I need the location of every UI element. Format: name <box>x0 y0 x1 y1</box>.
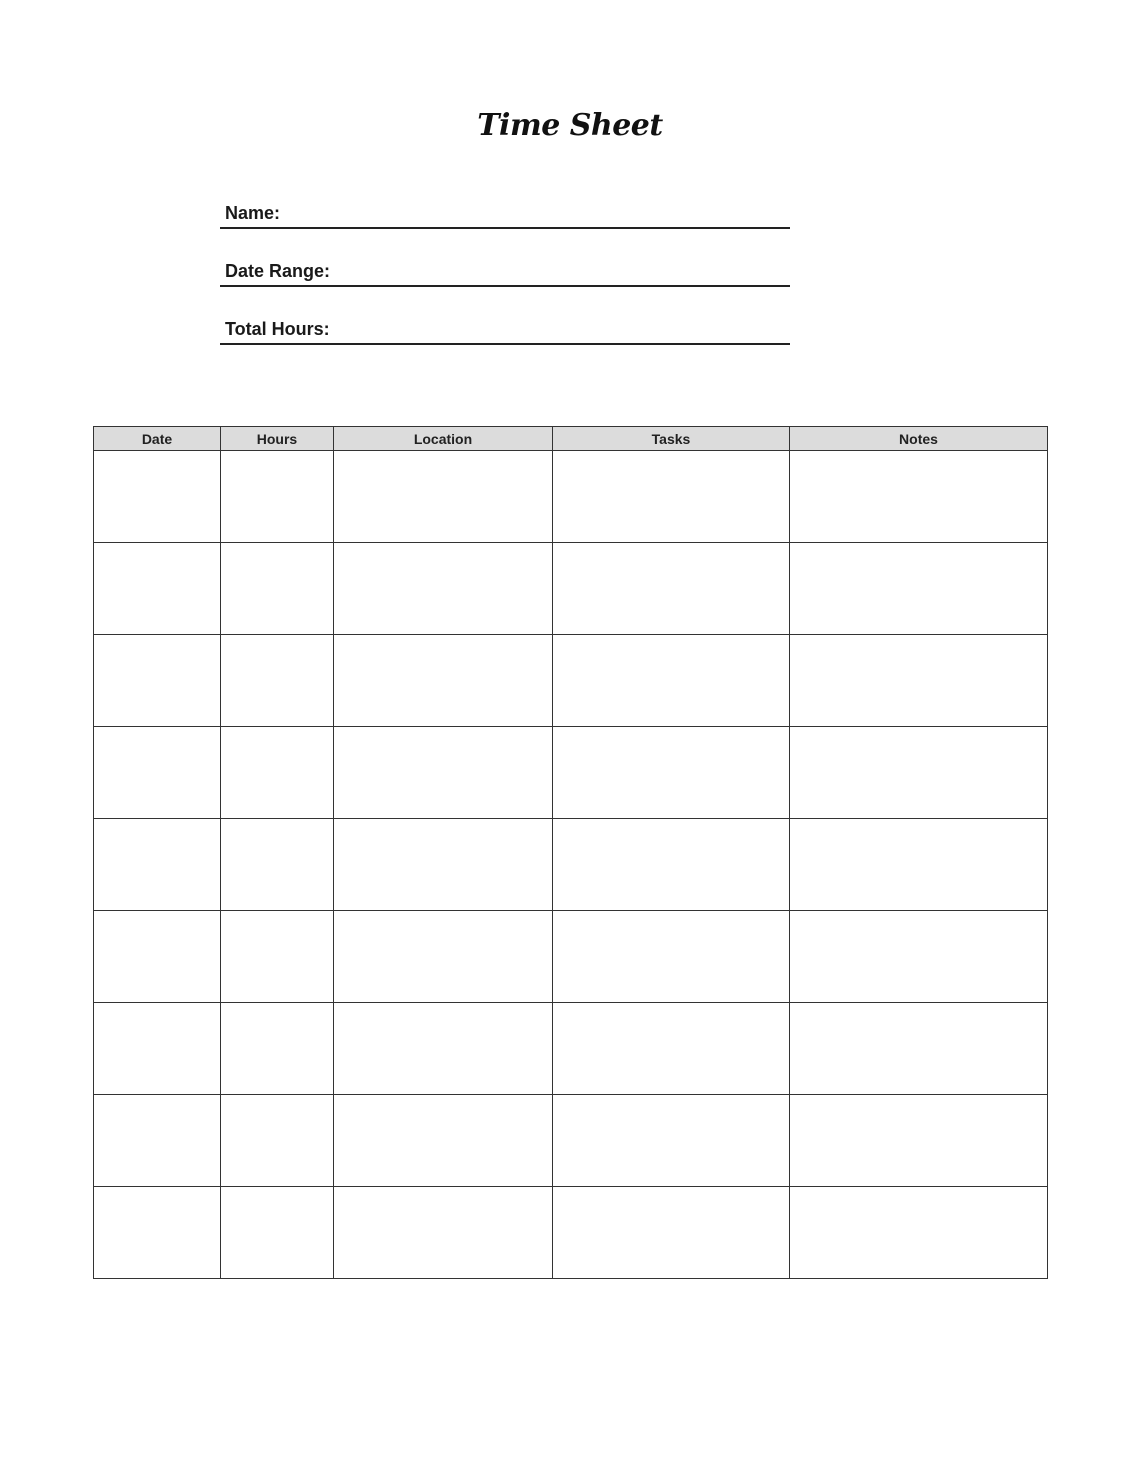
cell-tasks[interactable] <box>553 727 790 819</box>
date-range-input[interactable] <box>350 258 790 284</box>
cell-notes[interactable] <box>790 1187 1048 1279</box>
cell-hours[interactable] <box>221 727 334 819</box>
cell-notes[interactable] <box>790 635 1048 727</box>
column-header-tasks: Tasks <box>553 427 790 451</box>
cell-date[interactable] <box>94 1003 221 1095</box>
cell-tasks[interactable] <box>553 451 790 543</box>
cell-hours[interactable] <box>221 451 334 543</box>
cell-location[interactable] <box>334 727 553 819</box>
cell-hours[interactable] <box>221 1187 334 1279</box>
cell-hours[interactable] <box>221 911 334 1003</box>
cell-tasks[interactable] <box>553 1095 790 1187</box>
cell-notes[interactable] <box>790 819 1048 911</box>
column-header-date: Date <box>94 427 221 451</box>
cell-notes[interactable] <box>790 727 1048 819</box>
cell-tasks[interactable] <box>553 911 790 1003</box>
table-row <box>94 1095 1048 1187</box>
header-row <box>94 427 1048 451</box>
table-row <box>94 635 1048 727</box>
table-row <box>94 911 1048 1003</box>
table-body <box>94 451 1048 1279</box>
cell-notes[interactable] <box>790 543 1048 635</box>
cell-location[interactable] <box>334 1003 553 1095</box>
cell-location[interactable] <box>334 819 553 911</box>
table-row <box>94 1003 1048 1095</box>
date-range-field[interactable] <box>220 255 790 287</box>
cell-location[interactable] <box>334 543 553 635</box>
cell-date[interactable] <box>94 451 221 543</box>
cell-hours[interactable] <box>221 819 334 911</box>
cell-tasks[interactable] <box>553 635 790 727</box>
cell-location[interactable] <box>334 1095 553 1187</box>
cell-notes[interactable] <box>790 911 1048 1003</box>
total-hours-label: Total Hours: <box>225 319 330 339</box>
cell-date[interactable] <box>94 1095 221 1187</box>
cell-hours[interactable] <box>221 1003 334 1095</box>
cell-location[interactable] <box>334 635 553 727</box>
cell-date[interactable] <box>94 635 221 727</box>
page-title: Time Sheet <box>477 108 663 143</box>
total-hours-field[interactable] <box>220 313 790 345</box>
cell-date[interactable] <box>94 543 221 635</box>
name-input[interactable] <box>350 200 790 226</box>
cell-hours[interactable] <box>221 543 334 635</box>
cell-hours[interactable] <box>221 635 334 727</box>
table-row <box>94 727 1048 819</box>
column-header-notes: Notes <box>790 427 1048 451</box>
cell-location[interactable] <box>334 451 553 543</box>
cell-tasks[interactable] <box>553 543 790 635</box>
date-range-label: Date Range: <box>225 261 331 281</box>
cell-location[interactable] <box>334 911 553 1003</box>
table-row <box>94 1187 1048 1279</box>
cell-date[interactable] <box>94 819 221 911</box>
cell-date[interactable] <box>94 1187 221 1279</box>
cell-hours[interactable] <box>221 1095 334 1187</box>
cell-notes[interactable] <box>790 1095 1048 1187</box>
cell-date[interactable] <box>94 911 221 1003</box>
column-header-location: Location <box>334 427 553 451</box>
time-sheet-table <box>93 426 1048 1279</box>
total-hours-input[interactable] <box>350 316 790 342</box>
name-field[interactable] <box>220 197 790 229</box>
cell-notes[interactable] <box>790 1003 1048 1095</box>
name-label: Name: <box>225 203 281 223</box>
cell-tasks[interactable] <box>553 819 790 911</box>
table-row <box>94 451 1048 543</box>
table-row <box>94 819 1048 911</box>
cell-location[interactable] <box>334 1187 553 1279</box>
cell-tasks[interactable] <box>553 1187 790 1279</box>
cell-notes[interactable] <box>790 451 1048 543</box>
cell-tasks[interactable] <box>553 1003 790 1095</box>
column-header-hours: Hours <box>221 427 334 451</box>
table-row <box>94 543 1048 635</box>
cell-date[interactable] <box>94 727 221 819</box>
